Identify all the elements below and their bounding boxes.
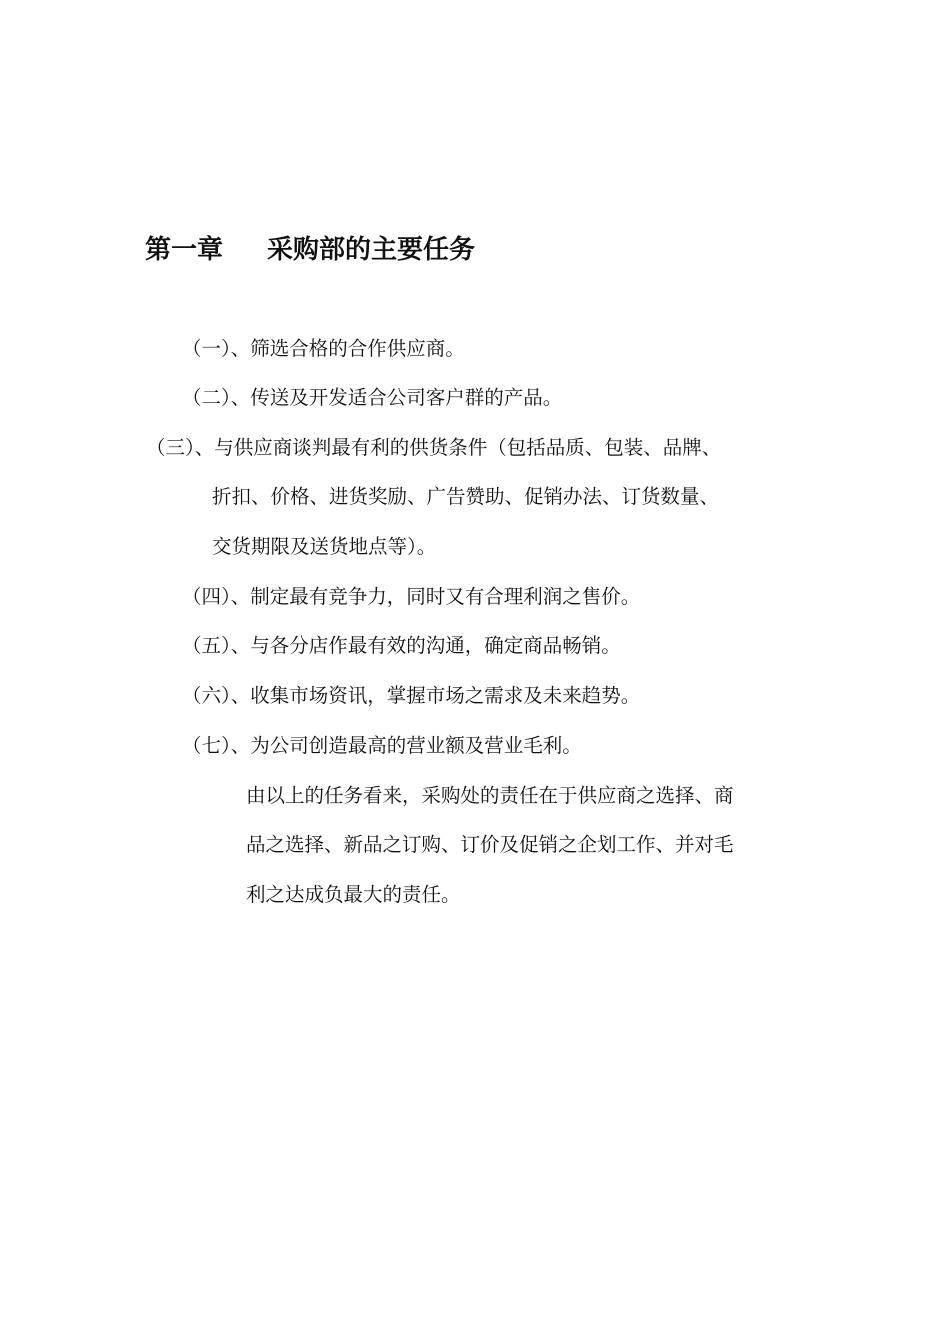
list-item-marker: （三）、 [146,436,215,459]
list-item-marker: （一）、 [182,337,251,360]
summary-line-3: 利之达成负最大的责任。 [246,883,461,906]
list-item-text: 传送及开发适合公司客户群的产品。 [250,386,563,409]
list-item-text: 筛选合格的合作供应商。 [250,337,465,360]
chapter-title [145,228,475,272]
list-item-4 [182,582,640,612]
list-item-7 [182,731,582,761]
list-item-marker: （五）、 [182,634,251,657]
list-item-marker: （四）、 [182,585,251,608]
summary-line-1: 由以上的任务看来，采购处的责任在于供应商之选择、商 [246,784,734,807]
list-item-1 [182,334,465,364]
list-item-text: 与各分店作最有效的沟通，确定商品畅销。 [250,634,621,657]
list-item-6 [182,681,640,711]
list-item-marker: （二）、 [182,386,251,409]
list-item-3-continuation-2: 交货期限及送货地点等）。 [212,535,437,558]
list-item-marker: （七）、 [182,734,251,757]
summary-line-2: 品之选择、新品之订购、订价及促销之企划工作、并对毛 [246,833,734,856]
list-item-text: 收集市场资讯，掌握市场之需求及未来趋势。 [250,684,641,707]
list-item-marker: （六）、 [182,684,251,707]
list-item-text: 与供应商谈判最有利的供货条件（包括品质、包装、品牌、 [214,436,722,459]
list-item-text: 制定最有竞争力，同时又有合理利润之售价。 [250,585,641,608]
list-item-text: 为公司创造最高的营业额及营业毛利。 [250,734,582,757]
list-item-3-continuation-1: 折扣、价格、进货奖励、广告赞助、促销办法、订货数量、 [212,485,720,508]
list-item-5 [182,631,621,661]
list-item-2 [182,383,562,413]
chapter-number: 第一章 [145,235,224,265]
chapter-name: 采购部的主要任务 [267,235,476,265]
list-item-3 [146,433,721,463]
